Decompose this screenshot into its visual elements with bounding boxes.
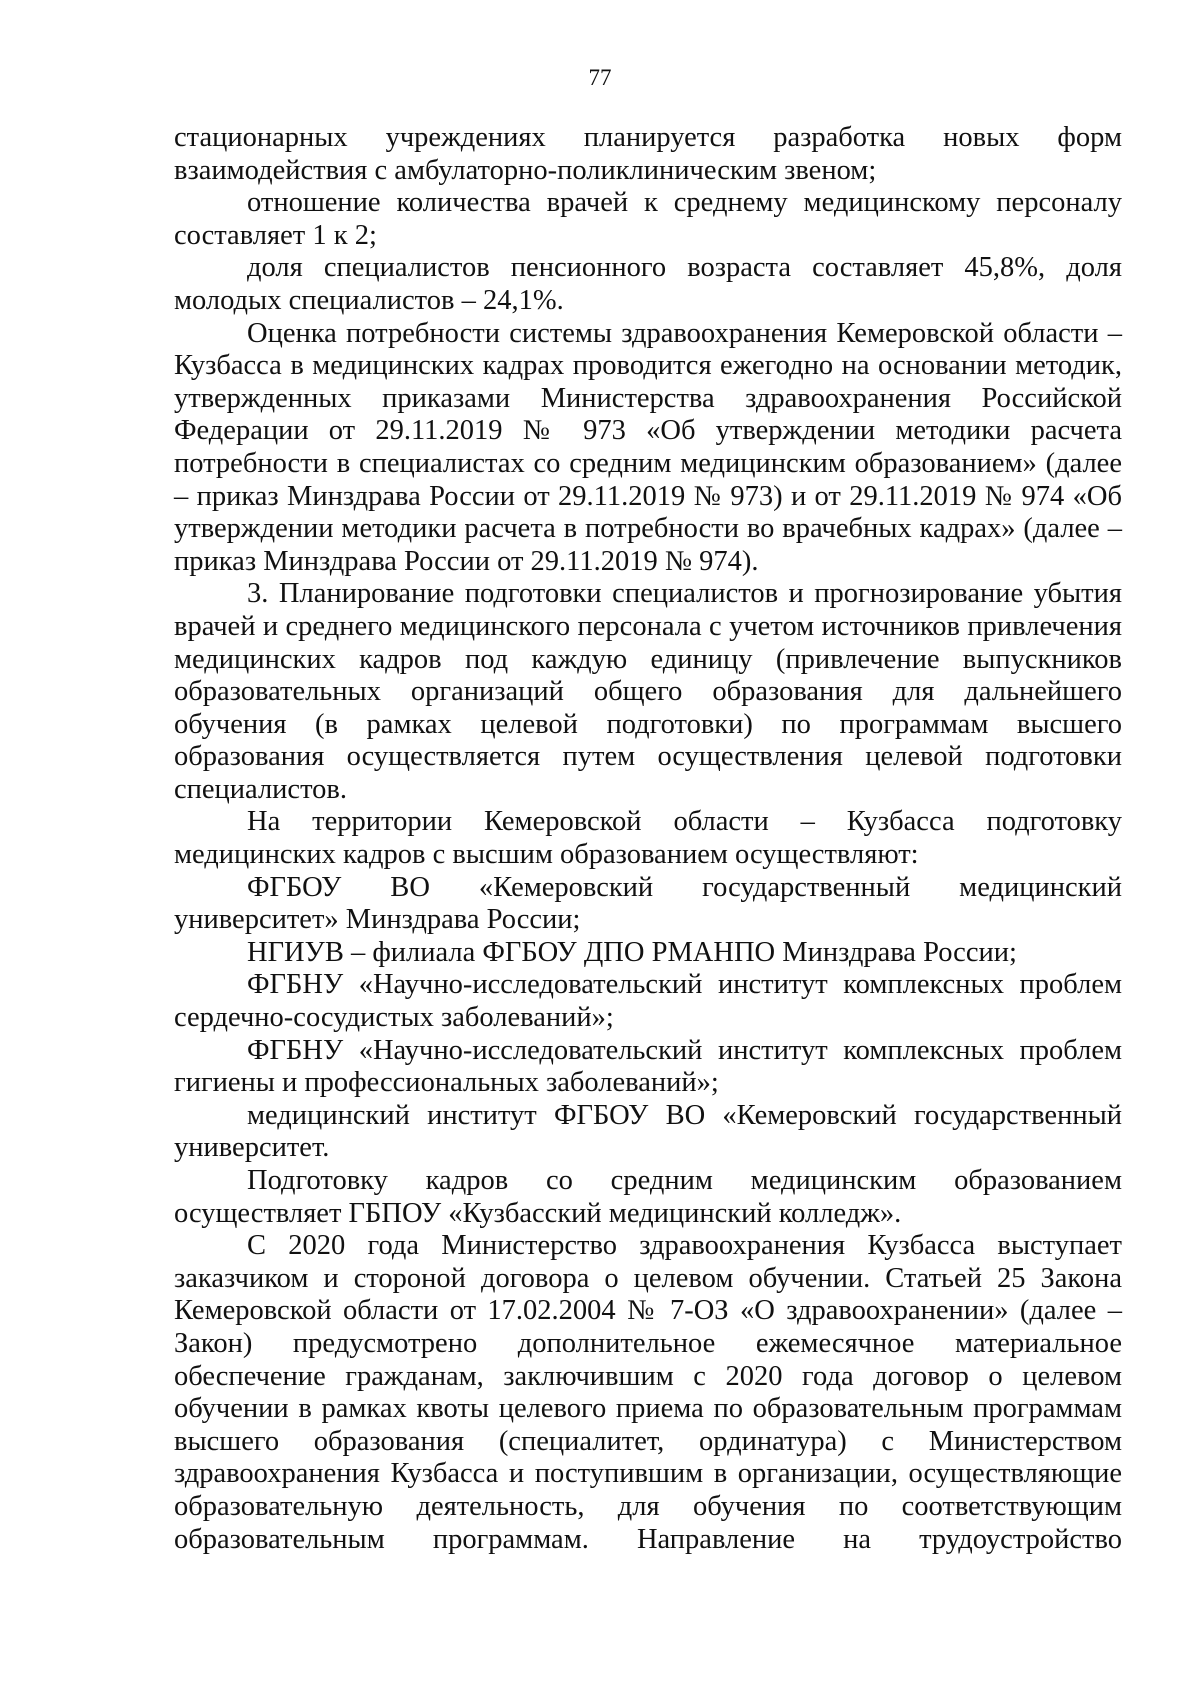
paragraph-targeted-training: С 2020 года Министерство здравоохранения Кузбасса выступает заказчиком и стороной договора о целевом обучении. Статьей 25 Закона Кемеровской области от 17.02.2004 № 7-ОЗ «О здравоохранении» (далее – Закон) предусмотрено дополнительное ежемесячное материальное обеспечение гражданам, заключившим с 2020 года договор о целевом обучении в рамках квоты целевого приема по образовательным программам высшего образования (специалитет, ординатура) с Министерством здравоохранения Кузбасса и поступившим в организации, осуществляющие образовательную деятельность, для обучения по соответствующим образовательным программам. Направление на трудоустройство <box>174 1230 1122 1555</box>
page-number: 77 <box>588 65 612 90</box>
list-item-cardio-institute: ФГБНУ «Научно-исследовательский институт комплексных проблем сердечно-сосудистых заболеваний»; <box>174 969 1122 1034</box>
list-item-kemsmu: ФГБОУ ВО «Кемеровский государственный медицинский университет» Минздрава России; <box>174 871 1122 936</box>
paragraph-needs-assessment: Оценка потребности системы здравоохранения Кемеровской области – Кузбасса в медицинских кадрах проводится ежегодно на основании методик, утвержденных приказами Министерства здравоохранения Российской Федерации от 29.11.2019 № 973 «Об утверждении методики расчета потребности в специалистах со средним медицинским образованием» (далее – приказ Минздрава России от 29.11.2019 № 973) и от 29.11.2019 № 974 «Об утверждении методики расчета в потребности во врачебных кадрах» (далее – приказ Минздрава России от 29.11.2019 № 974). <box>174 317 1122 577</box>
list-item-ngiuv: НГИУВ – филиала ФГБОУ ДПО РМАНПО Минздрава России; <box>247 936 1017 968</box>
paragraph-specialist-age-share: доля специалистов пенсионного возраста составляет 45,8%, доля молодых специалистов – 24,1%. <box>174 252 1122 316</box>
paragraph-doctor-ratio: отношение количества врачей к среднему медицинскому персоналу составляет 1 к 2; <box>174 187 1122 251</box>
paragraph-secondary-education: Подготовку кадров со средним медицинским образованием осуществляет ГБПОУ «Кузбасский медицинский колледж». <box>174 1165 1122 1229</box>
list-item-medical-institute-kemsu: медицинский институт ФГБОУ ВО «Кемеровский государственный университет. <box>174 1099 1122 1164</box>
body-text <box>174 122 1122 1556</box>
paragraph-section-3: 3. Планирование подготовки специалистов и прогнозирование убытия врачей и среднего медицинского персонала с учетом источников привлечения медицинских кадров под каждую единицу (привлечение выпускников образовательных организаций общего образования для дальнейшего обучения (в рамках целевой подготовки) по программам высшего образования осуществляется путем осуществления целевой подготовки специалистов. <box>174 578 1122 805</box>
paragraph-higher-education-intro: На территории Кемеровской области – Кузбасса подготовку медицинских кадров с высшим образованием осуществляют: <box>174 806 1122 871</box>
list-item-hygiene-institute: ФГБНУ «Научно-исследовательский институт комплексных проблем гигиены и профессиональных заболеваний»; <box>174 1034 1122 1099</box>
paragraph-continuation: стационарных учреждениях планируется разработка новых форм взаимодействия с амбулаторно-поликлиническим звеном; <box>174 122 1122 186</box>
